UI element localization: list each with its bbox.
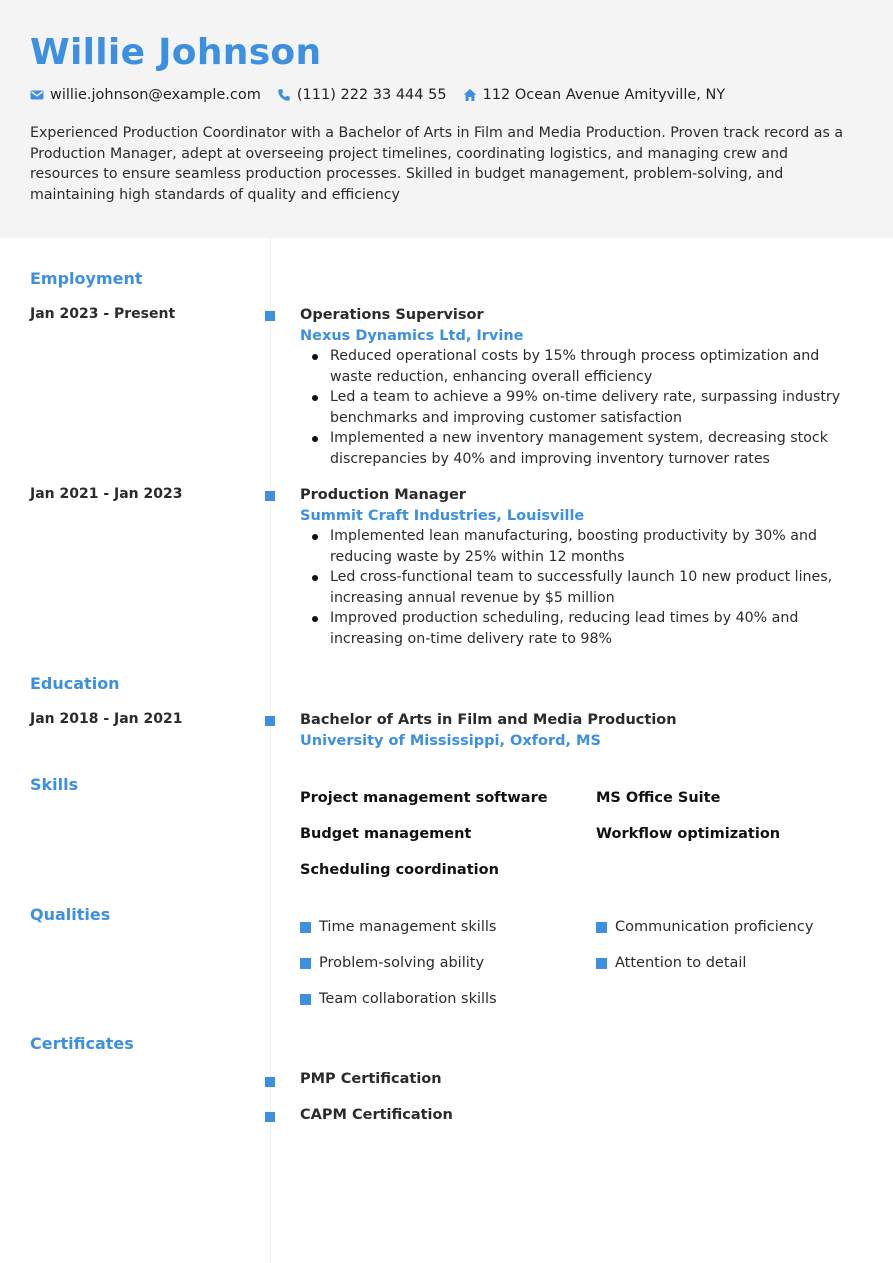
envelope-icon (30, 88, 44, 102)
quality-item (596, 955, 746, 971)
quality-label: Team collaboration skills (319, 991, 497, 1007)
qualities-heading: Qualities (30, 905, 111, 924)
resume-header (0, 0, 893, 238)
job-bullets (300, 526, 863, 650)
phone-icon (277, 88, 291, 102)
certificate-item: PMP Certification (300, 1071, 442, 1087)
timeline-divider (270, 238, 271, 1263)
email-text: willie.johnson@example.com (50, 87, 261, 103)
quality-label: Communication proficiency (615, 919, 814, 935)
quality-item (300, 991, 497, 1007)
phone-text: (111) 222 33 444 55 (296, 87, 447, 103)
contact-phone[interactable] (277, 87, 447, 103)
quality-item (300, 955, 484, 971)
skill-item: Scheduling coordination (300, 862, 499, 878)
employment-heading: Employment (30, 269, 143, 288)
timeline-marker (265, 1077, 275, 1087)
contact-email[interactable] (30, 87, 261, 103)
square-bullet-icon (596, 958, 607, 969)
profile-summary: Experienced Production Coordinator with a Bachelor of Arts in Film and Media Production. Proven track record as a Production Manager, adept at overseeing project timelines, coordinating logistics, and managing crew and resources to ensure seamless production processes. Skilled in budget management, problem-solving, and maintaining high standards of quality and efficiency (30, 125, 844, 204)
quality-label: Attention to detail (615, 955, 747, 971)
quality-item (596, 919, 813, 935)
timeline-marker (265, 716, 275, 726)
home-icon (463, 88, 477, 102)
square-bullet-icon (300, 922, 311, 933)
timeline-marker (265, 311, 275, 321)
job-bullet: Improved production scheduling, reducing lead times by 40% and increasing on-time delivery rate to 98% (300, 608, 863, 649)
address-text: 112 Ocean Avenue Amityville, NY (482, 87, 726, 103)
job-company: Nexus Dynamics Ltd, Irvine (300, 327, 524, 344)
contact-address (463, 87, 726, 103)
square-bullet-icon (300, 958, 311, 969)
job-dates: Jan 2023 - Present (30, 306, 176, 322)
skill-item: Budget management (300, 826, 472, 842)
job-entry (300, 485, 863, 650)
candidate-name: Willie Johnson (30, 32, 322, 73)
job-bullet: Reduced operational costs by 15% through process optimization and waste reduction, enhancing overall efficiency (300, 346, 863, 387)
job-title: Operations Supervisor (300, 307, 484, 323)
skill-item: MS Office Suite (596, 790, 721, 806)
education-heading: Education (30, 674, 120, 693)
degree-title: Bachelor of Arts in Film and Media Production (300, 712, 677, 728)
quality-item (300, 919, 496, 935)
job-entry (300, 305, 863, 470)
contact-info (30, 86, 741, 104)
school-name: University of Mississippi, Oxford, MS (300, 732, 601, 749)
education-entry (300, 710, 863, 751)
certificates-heading: Certificates (30, 1034, 134, 1053)
job-title: Production Manager (300, 487, 466, 503)
quality-label: Time management skills (319, 919, 497, 935)
square-bullet-icon (596, 922, 607, 933)
quality-label: Problem-solving ability (319, 955, 485, 971)
job-dates: Jan 2021 - Jan 2023 (30, 486, 183, 502)
job-company: Summit Craft Industries, Louisville (300, 507, 585, 524)
timeline-marker (265, 1112, 275, 1122)
skills-heading: Skills (30, 775, 79, 794)
timeline-marker (265, 491, 275, 501)
job-bullet: Led a team to achieve a 99% on-time delivery rate, surpassing industry benchmarks and improving customer satisfaction (300, 387, 863, 428)
certificate-item: CAPM Certification (300, 1107, 453, 1123)
job-bullets (300, 346, 863, 470)
square-bullet-icon (300, 994, 311, 1005)
skill-item: Project management software (300, 790, 548, 806)
job-bullet: Led cross-functional team to successfully launch 10 new product lines, increasing annual revenue by $5 million (300, 567, 863, 608)
job-bullet: Implemented lean manufacturing, boosting productivity by 30% and reducing waste by 25% within 12 months (300, 526, 863, 567)
education-dates: Jan 2018 - Jan 2021 (30, 711, 183, 727)
skill-item: Workflow optimization (596, 826, 781, 842)
job-bullet: Implemented a new inventory management system, decreasing stock discrepancies by 40% and improving inventory turnover rates (300, 428, 863, 469)
